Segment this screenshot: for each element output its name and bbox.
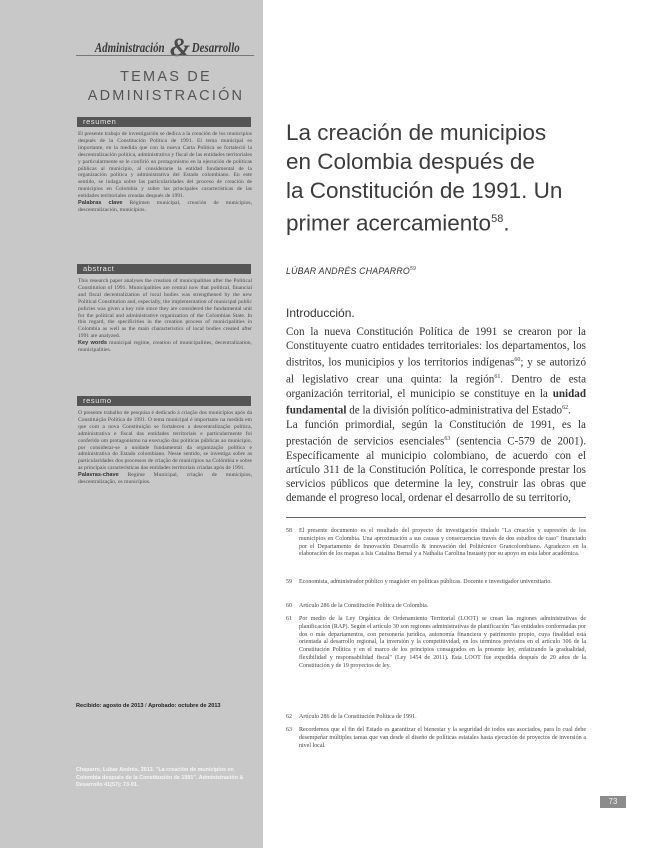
title-line4 (286, 205, 616, 238)
resumo-text: O presente trabalho de pesquisa é dedicado à criação dos municípios após da Constituição Política de 1991. O tema municipal é importante na medida em que com a nova Constituição se fortaleceu a descentralização política, administrativa e fiscal das entidades territoriais e particularmente foi conferido um protagonismo na execução das políticas públicas ao município, por considerar-se a unidade fundamental da organização política e administrativa do Estado colombiano. Nesse sentido, se investiga sobre as particularidades dos processos de criação de municípios na Colômbia e sobre as principais características das entidades territoriais criadas após de 1991. (78, 410, 252, 472)
title-line3: la Constitución de 1991. Un (286, 178, 563, 203)
resumo-block (78, 410, 252, 486)
publication-dates: Recibido: agosto de 2013 / Aprobado: octubre de 2013 (76, 703, 221, 709)
journal-logo-part1: Administración (95, 41, 166, 56)
para1-a: Con la nueva Constitución Política de 1991 se crearon por la Constituyente cuatro entidades territoriales: los departamentos, los distritos, los municipios y los territorios indígenas (286, 326, 586, 369)
footnote-60 (286, 603, 586, 611)
abstract-text: This research paper analyses the creation of municipalities after the Political Constitution of 1991. Municipalities are central now that political, financial and fiscal decentralization of local bodies was strengthened by the new Political Constitution and, especially, the implementation of municipal public policies was given a key role since they are considered the fundamental unit for the political and administrative organization of the Colombian State. In this regard, the specificities in the creation process of municipalities in Colombia as well as the main characteristics of local bodies created after 1991 are analyzed. (78, 278, 252, 340)
resumen-keywords: Régimen municipal, creación de municipios, descentralización, municipios. (78, 200, 253, 213)
section-title-line2: ADMINISTRACIÓN (87, 88, 245, 104)
para1-note1: 60 (514, 357, 521, 364)
para1-b: ; y se autorizó al legislativo crear una quinta: la región (286, 356, 586, 386)
paragraph-1 (286, 325, 586, 418)
journal-logo-amp: & (169, 33, 191, 62)
resumo-keywords: Regime Municipal, criação de municípios, descentralização, os municípios. (78, 472, 252, 486)
footnote-number: 63 (286, 727, 292, 733)
footnote-text: Por medio de la Ley Orgánica de Ordenamiento Territorial (LOOT) se crean las regiones administrativas de planificación (RAP). Según el artículo 30 son regiones administrativas de planificación "las entidades conformadas por dos o más departamentos, con personería jurídica, autonomía financiera y patrimonio propio, cuya finalidad está orientada al desarrollo regional, la inversión y la competitividad, en los términos previstos en el artículo 306 de la Constitución Política y en el marco de los principios consagrados en la presente ley, enfatizando la gradualidad, flexibilidad y responsabilidad fiscal" (Ley 1454 de 2011). Esta LOOT fue expedida después de 20 años de la Constitución y de 19 proyectos de ley. (299, 616, 586, 669)
page-number: 73 (600, 796, 626, 808)
resumo-keywords-label: Palavras-chave (78, 472, 119, 479)
footnote-63 (286, 727, 586, 750)
author-footnote-ref: 59 (409, 266, 416, 273)
para2-b: (sentencia C-579 de 2001). Específicamente al municipio colombiano, de acuerdo con el artículo 311 de la Constitución Política, le corresponde prestar los servicios públicos que determine la ley, construir las obras que demande el progreso local, ordenar el desarrollo de su territorio, (286, 435, 587, 505)
resumen-text: El presente trabajo de investigación se dedica a la creación de los municipios después de la Constitución Política de 1991. El tema municipal es importante, en la medida que con la nueva Carta Política se fortaleció la descentralización política, administrativa y fiscal de las entidades territoriales y particularmente se le confirió un protagonismo en la ejecución de políticas públicas al municipio, al considerarse la entidad fundamental de la organización política y administrativa del Estado colombiano. En este sentido, se indaga sobre las particularidades del proceso de creación de municipios en Colombia y sobre las principales características de las entidades territoriales creadas después de 1991. (78, 131, 252, 200)
citation: Chaparro, Lúbar Andrés. 2013. "La creación de municipios en Colombia después de la Constitución de 1991". Administración & Desarrollo 41(57): 73-91. (76, 767, 244, 789)
footnote-number: 62 (286, 714, 292, 720)
footnote-59 (286, 579, 586, 587)
journal-logo-part2: Desarrollo (191, 41, 240, 56)
section-title-line1: TEMAS DE (120, 69, 212, 85)
paragraph-2 (286, 418, 586, 505)
para1-note3: 62 (562, 404, 569, 411)
section-title (76, 68, 256, 106)
footnote-text: El presente documento es el resultado del proyecto de investigación titulado "La creación y supresión de los municipios en Colombia. Una aproximación a sus causas y consecuencias través de dos estudios de caso" financiado por el Departamento de Innovación Desarrollo & innovación del Politécnico Grancolombiano. Agradezco en la elaboración de los mapas a Isis Catalina Bernal y a Nathalia Carolina Insuasty por su apoyo en esta labor académica. (299, 528, 586, 558)
para2-a: La función primordial, según la Constitución de 1991, es la prestación de servicios esenciales (286, 419, 586, 448)
para2-note1: 63 (444, 436, 451, 443)
author (286, 266, 416, 276)
para1-d: de la división político-administrativa del Estado (346, 404, 563, 417)
footnote-text: Artículo 286 de la Constitución Política de Colombia. (299, 603, 429, 609)
title-line1: La creación de municipios (286, 120, 547, 145)
resumen-block (78, 131, 252, 214)
footnote-62 (286, 714, 586, 722)
article-title (286, 118, 616, 238)
abstract-block (78, 278, 252, 354)
footnote-text: Recordemos que el fin del Estado es garantizar el bienestar y la seguridad de todos sus asociados, para lo cual debe desempeñar múltiples tareas que van desde el diseño de políticas estatales hasta ejecución de proyectos de inversión a nivel local. (299, 727, 586, 749)
intro-heading: Introducción. (286, 306, 355, 320)
received-date: Recibido: agosto de 2013 (76, 703, 144, 709)
para1-e: . (568, 404, 571, 417)
title-footnote-ref: 58 (491, 213, 504, 225)
title-line4-text: primer acercamiento (286, 210, 492, 236)
para1-note2: 61 (494, 373, 501, 380)
title-line2: en Colombia después de (286, 149, 535, 174)
footnote-number: 60 (286, 603, 292, 609)
author-name: LÚBAR ANDRÉS CHAPARRO (286, 266, 410, 276)
footnote-61 (286, 616, 586, 671)
footnote-text: Economista, administrador público y magíster en políticas públicas. Docente e investigador universitario. (299, 579, 552, 585)
approved-date: Aprobado: octubre de 2013 (148, 703, 221, 709)
resumen-keywords-label: Palabras clave (78, 200, 123, 207)
footnote-divider (286, 517, 586, 518)
resumen-header: resumen (77, 117, 251, 127)
abstract-keywords: municipal regime, creation of municipalities, decentralization, municipalities. (78, 340, 253, 354)
abstract-keywords-label: Key words (78, 340, 108, 347)
footnote-number: 61 (286, 616, 292, 622)
para1-bold: unidad fundamental (286, 387, 586, 417)
footnote-number: 58 (286, 528, 292, 534)
resumo-header: resumo (77, 396, 251, 406)
footnote-58 (286, 528, 586, 559)
journal-logo (76, 33, 256, 63)
title-end: . (503, 210, 510, 236)
journal-divider (76, 55, 254, 56)
footnote-number: 59 (286, 579, 292, 585)
abstract-header: abstract (77, 264, 251, 274)
para1-c: . Dentro de esta organización territorial, el municipio se constituye en la (286, 373, 587, 400)
footnote-text: Artículo 286 de la Constitución Política de 1991. (299, 714, 417, 720)
